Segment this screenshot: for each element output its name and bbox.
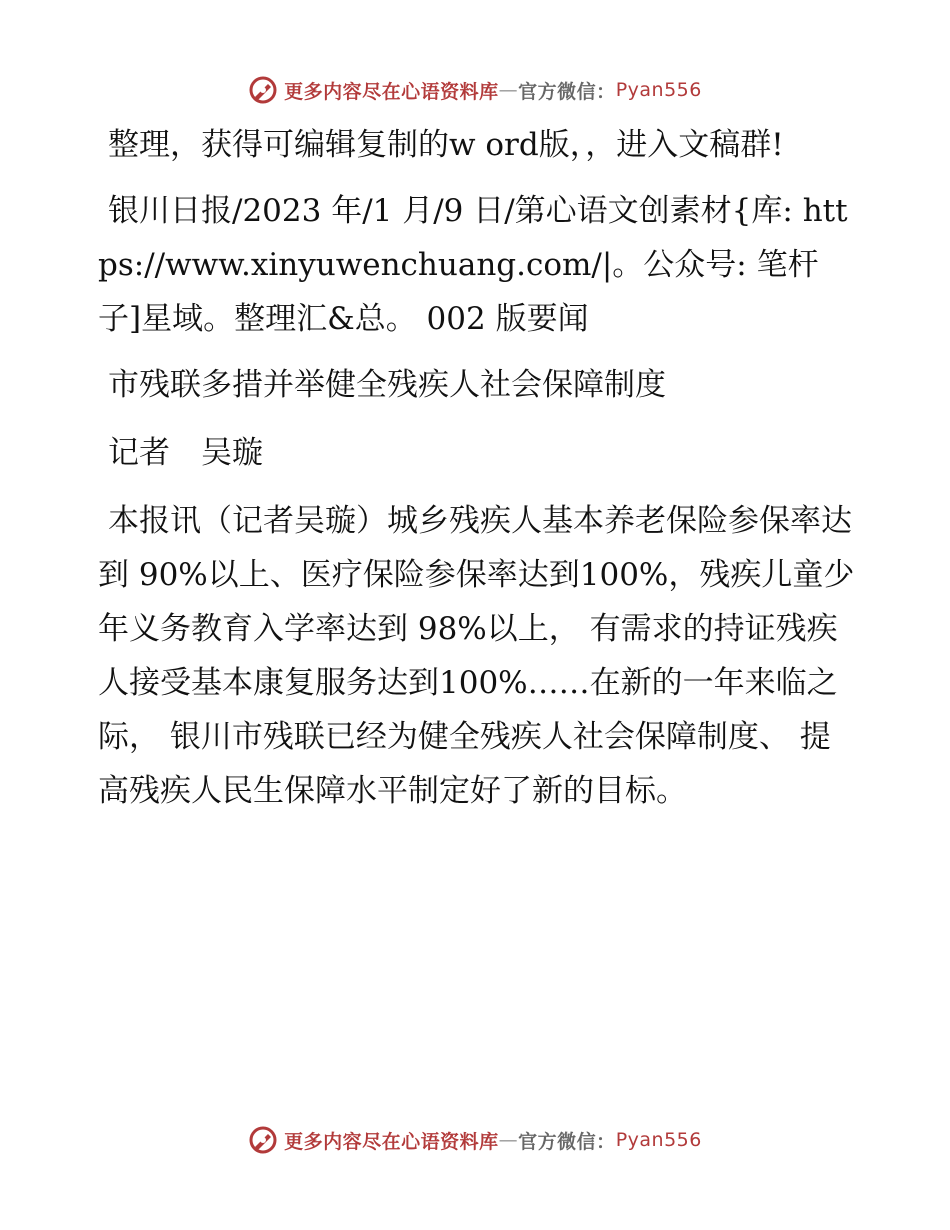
document-body xyxy=(98,118,858,830)
footer-watermark xyxy=(0,1120,950,1160)
pen-circle-icon xyxy=(248,1125,278,1155)
watermark-brand: 更多内容尽在心语资料库 xyxy=(284,80,499,103)
watermark-separator: — xyxy=(498,1129,519,1151)
intro-paragraph: 整理，获得可编辑复制的w ord版，，进入文稿群! xyxy=(108,127,784,163)
article-byline: 记者 吴璇 xyxy=(108,435,263,471)
watermark-wechat-label: 官方微信： xyxy=(518,80,616,103)
pen-circle-icon xyxy=(248,75,278,105)
watermark-separator: — xyxy=(498,79,519,101)
header-watermark xyxy=(0,70,950,110)
source-line: 银川日报/2023 年/1 月/9 日/第心语文创素材{库: https://www.xinyuwenchuang.com/|。公众号: 笔杆子]星域。整理汇&总。 002 版要闻 xyxy=(98,193,848,337)
watermark-wechat-id: Pyan556 xyxy=(615,79,702,101)
watermark-wechat-label: 官方微信： xyxy=(518,1130,616,1153)
watermark-wechat-id: Pyan556 xyxy=(615,1129,702,1151)
article-body: 本报讯（记者吴璇）城乡残疾人基本养老保险参保率达到 90%以上、医疗保险参保率达到100%，残疾儿童少年义务教育入学率达到 98%以上， 有需求的持证残疾人接受基本康复服务达到100%……在新的一年来临之际， 银川市残联已经为健全残疾人社会保障制度、 提高残疾人民生保障水平制定好了新的目标。 xyxy=(98,503,855,809)
watermark-brand: 更多内容尽在心语资料库 xyxy=(284,1130,499,1153)
article-headline: 市残联多措并举健全残疾人社会保障制度 xyxy=(108,367,666,403)
